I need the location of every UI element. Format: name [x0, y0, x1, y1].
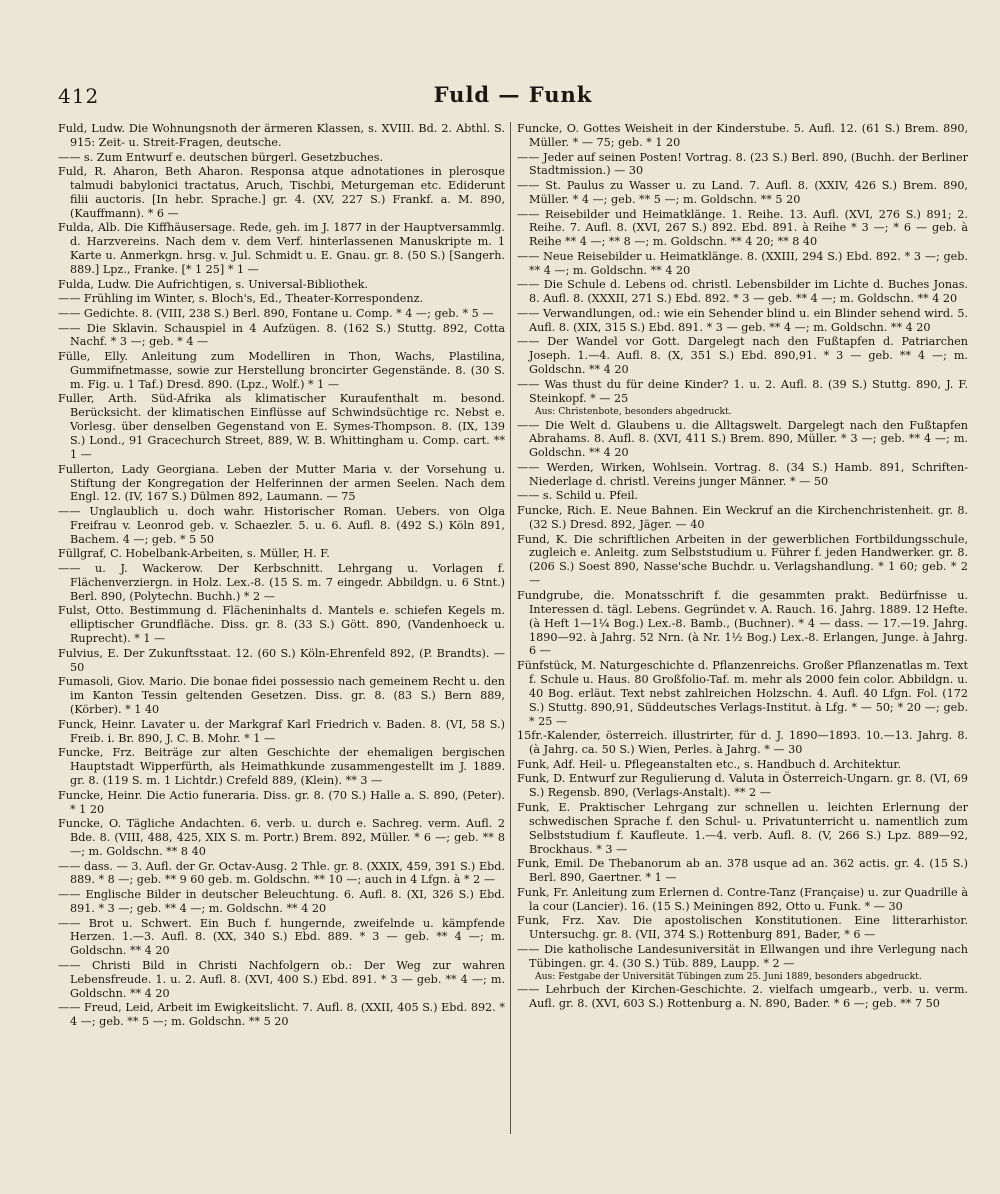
entry: Funk, E. Praktischer Lehrgang zur schnellen u. leichten Erlernung der schwedischen Sprache f. den Schul- u. Privatunterricht u. namentlich zum Selbststudium f. Kaufleute. 1.—4. verb. Aufl. 8. (V, 266 S.) Lpz. 889—92, Brockhaus. * 3 — — [517, 800, 968, 856]
entry: Funcke, Rich. E. Neue Bahnen. Ein Weckruf an die Kirchenchristenheit. gr. 8. (32 S.) Dresd. 892, Jäger. — 40 — [517, 504, 968, 531]
entry: 15fr.-Kalender, österreich. illustrirter, für d. J. 1890—1893. 10.—13. Jahrg. 8. (à Jahrg. ca. 50 S.) Wien, Perles. à Jahrg. * — 30 — [517, 729, 968, 757]
entry: —— u. J. Wackerow. Der Kerbschnitt. Lehrgang u. Vorlagen f. Flächenverziergn. in Holz. Lex.-8. (15 S. m. 7 eingedr. Abbildgn. u. 6 Stnt.) Berl. 890, (Polytechn. Buchh.) * 2 — — [58, 562, 505, 603]
entry: Fulda, Alb. Die Kiffhäusersage. Rede, geh. im J. 1877 in der Hauptversammlg. d. Harzvereins. Nach dem v. dem Verf. hinterlassenen Manuskripte m. 1 Karte u. Anmerkgn. hrsg. v. Jul. Schmidt u. E. Gnau. gr. 8. (50 S.) [Sangerh. 889.] Lpz., Franke. [* 1 25] * 1 — — [58, 221, 505, 277]
entry: Fumasoli, Giov. Mario. Die bonae fidei possessio nach gemeinem Recht u. den im Kanton Tessin geltenden Gesetzen. Diss. gr. 8. (83 S.) Bern 889, (Körber). * 1 40 — [58, 675, 505, 717]
entry: —— Die Schule d. Lebens od. christl. Lebensbilder im Lichte d. Buches Jonas. 8. Aufl. 8. (XXXII, 271 S.) Ebd. 892. * 3 — geb. ** 4 —; m. Goldschn. ** 4 20 — [517, 278, 968, 306]
right-column — [517, 122, 968, 1134]
entry: —— Die Sklavin. Schauspiel in 4 Aufzügen. 8. (162 S.) Stuttg. 892, Cotta Nachf. * 3 —; geb. * 4 — — [58, 321, 505, 349]
entry: Funk, Fr. Anleitung zum Erlernen d. Contre-Tanz (Française) u. zur Quadrille à la cour (Lancier). 16. (15 S.) Meiningen 892, Otto u. Funk. * — 30 — [517, 885, 968, 913]
columns — [58, 122, 968, 1134]
entry: —— Lehrbuch der Kirchen-Geschichte. 2. vielfach umgearb., verb. u. verm. Aufl. gr. 8. (XVI, 603 S.) Rottenburg a. N. 890, Bader. * 6 —; geb. ** 7 50 — [517, 983, 968, 1011]
entry: Funcke, Frz. Beiträge zur alten Geschichte der ehemaligen bergischen Hauptstadt Wipperfürth, als Heimathkunde zusammengestellt im J. 1889. gr. 8. (119 S. m. 1 Lichtdr.) Crefeld 889, (Klein). ** 3 — — [58, 746, 505, 788]
entry: —— dass. — 3. Aufl. der Gr. Octav-Ausg. 2 Thle. gr. 8. (XXIX, 459, 391 S.) Ebd. 889. * 8 —; geb. ** 9 60 geb. m. Goldschn. ** 10 —; auch in 4 Lfgn. à * 2 — — [58, 859, 505, 887]
entry: Fulst, Otto. Bestimmung d. Flächeninhalts d. Mantels e. schiefen Kegels m. elliptischer Grundfläche. Diss. gr. 8. (33 S.) Gött. 890, (Vandenhoeck u. Ruprecht). * 1 — — [58, 604, 505, 646]
entry: Fuller, Arth. Süd-Afrika als klimatischer Kuraufenthalt m. besond. Berücksicht. der klimatischen Einflüsse auf Schwindsüchtige rc. Nebst e. Vorlesg. über denselben Gegenstand von E. Symes-Thompson. 8. (IX, 139 S.) Lond., 91 Gracechurch Street, 889, W. B. Whittingham u. Comp. cart. ** 1 — — [58, 392, 505, 462]
entry: —— Brot u. Schwert. Ein Buch f. hungernde, zweifelnde u. kämpfende Herzen. 1.—3. Aufl. 8. (XX, 340 S.) Ebd. 889. * 3 — geb. ** 4 —; m. Goldschn. ** 4 20 — [58, 916, 505, 958]
page-number: 412 — [58, 84, 100, 108]
entry: Funk, D. Entwurf zur Regulierung d. Valuta in Österreich-Ungarn. gr. 8. (VI, 69 S.) Regensb. 890, (Verlags-Anstalt). ** 2 — — [517, 772, 968, 800]
entry: —— Frühling im Winter, s. Bloch's, Ed., Theater-Korrespondenz. — [58, 292, 424, 306]
entry: Fuld, R. Aharon, Beth Aharon. Responsa atque adnotationes in plerosque talmudi babylonici tractatus, Aruch, Tischbi, Meturgeman etc. Ediderunt filii auctoris. [In hebr. Sprache.] gr. 4. (XV, 227 S.) Frankf. a. M. 890, (Kauffmann). * 6 — — [58, 165, 505, 220]
entry: Funcke, O. Tägliche Andachten. 6. verb. u. durch e. Sachreg. verm. Aufl. 2 Bde. 8. (VIII, 488, 425, XIX S. m. Portr.) Brem. 892, Müller. * 6 —; geb. ** 8 —; m. Goldschn. ** 8 40 — [58, 817, 505, 858]
entry: —— Die katholische Landesuniversität in Ellwangen und ihre Verlegung nach Tübingen. gr. 4. (30 S.) Tüb. 889, Laupp. * 2 — — [517, 942, 968, 970]
entry-note: Aus: Christenbote, besonders abgedruckt. — [535, 406, 732, 418]
entry: Füllgraf, C. Hobelbank-Arbeiten, s. Müller, H. F. — [58, 547, 330, 561]
entry: Fuld, Ludw. Die Wohnungsnoth der ärmeren Klassen, s. XVIII. Bd. 2. Abthl. S. 915: Zeit- u. Streit-Fragen, deutsche. — [58, 122, 505, 149]
entry: —— Jeder auf seinen Posten! Vortrag. 8. (23 S.) Berl. 890, (Buchh. der Berliner Stadtmission.) — 30 — [517, 150, 968, 178]
entry: Fünfstück, M. Naturgeschichte d. Pflanzenreichs. Großer Pflanzenatlas m. Text f. Schule u. Haus. 80 Großfolio-Taf. m. mehr als 2000 fein color. Abbildgn. u. 40 Bog. erläut. Text nebst zahlreichen Holzschn. 4. Aufl. 40 Lfgn. Fol. (172 S.) Stuttg. 890,91, Süddeutsches Verlags-Institut. à Lfg. * — 50; * 20 —; geb. * 25 — — [517, 659, 968, 728]
entry: —— St. Paulus zu Wasser u. zu Land. 7. Aufl. 8. (XXIV, 426 S.) Brem. 890, Müller. * 4 —; geb. ** 5 —; m. Goldschn. ** 5 20 — [517, 179, 968, 206]
running-head: Fuld — Funk — [433, 82, 593, 107]
entry: Fullerton, Lady Georgiana. Leben der Mutter Maria v. der Vorsehung u. Stiftung der Kongregation der Helferinnen der armen Seelen. Nach dem Engl. 12. (IV, 167 S.) Dülmen 892, Laumann. — 75 — [58, 462, 505, 504]
entry: —— Gedichte. 8. (VIII, 238 S.) Berl. 890, Fontane u. Comp. * 4 —; geb. * 5 — — [58, 306, 494, 320]
entry: Fundgrube, die. Monatsschrift f. die gesammten prakt. Bedürfnisse u. Interessen d. tägl. Lebens. Gegründet v. A. Rauch. 16. Jahrg. 1889. 12 Hefte. (à Heft 1—1¼ Bog.) Lex.-8. Bamb., (Buchner). * 4 — dass. — 17.—19. Jahrg. 1890—92. à Jahrg. 52 Nrn. (à Nr. 1½ Bog.) Lex.-8. Erlangen, Junge. à Jahrg. 6 — — [517, 588, 968, 658]
entry: Funck, Heinr. Lavater u. der Markgraf Karl Friedrich v. Baden. 8. (VI, 58 S.) Freib. i. Br. 890, J. C. B. Mohr. * 1 — — [58, 717, 505, 745]
page-header — [58, 78, 968, 118]
entry: Fulvius, E. Der Zukunftsstaat. 12. (60 S.) Köln-Ehrenfeld 892, (P. Brandts). — 50 — [58, 646, 505, 674]
entry: —— Reisebilder und Heimatklänge. 1. Reihe. 13. Aufl. (XVI, 276 S.) 891; 2. Reihe. 7. Aufl. 8. (XVI, 267 S.) 892. Ebd. 891. à Reihe * 3 —; * 6 — geb. à Reihe ** 4 —; ** 8 —; m. Goldschn. ** 4 20; ** 8 40 — [517, 207, 968, 249]
entry: —— Unglaublich u. doch wahr. Historischer Roman. Uebers. von Olga Freifrau v. Leonrod geb. v. Schaezler. 5. u. 6. Aufl. 8. (492 S.) Köln 891, Bachem. 4 —; geb. * 5 50 — [58, 505, 505, 546]
left-column — [58, 122, 505, 1134]
entry: Funk, Adf. Heil- u. Pflegeanstalten etc., s. Handbuch d. Architektur. — [517, 757, 902, 771]
entry: —— Neue Reisebilder u. Heimatklänge. 8. (XXIII, 294 S.) Ebd. 892. * 3 —; geb. ** 4 —; m. Goldschn. ** 4 20 — [517, 249, 968, 277]
entry: —— s. Schild u. Pfeil. — [517, 489, 639, 503]
entry: Fülle, Elly. Anleitung zum Modelliren in Thon, Wachs, Plastilina, Gummifnetmasse, sowie zur Herstellung broncirter Gegenstände. 8. (30 S. m. Fig. u. 1 Taf.) Dresd. 890. (Lpz., Wolf.) * 1 — — [58, 350, 505, 391]
entry: —— Werden, Wirken, Wohlsein. Vortrag. 8. (34 S.) Hamb. 891, Schriften-Niederlage d. christl. Vereins junger Männer. * — 50 — [517, 460, 968, 488]
entry: Funk, Emil. De Thebanorum ab an. 378 usque ad an. 362 actis. gr. 4. (15 S.) Berl. 890, Gaertner. * 1 — — [517, 857, 968, 885]
entry: Fund, K. Die schriftlichen Arbeiten in der gewerblichen Fortbildungsschule, zugleich e. Anleitg. zum Selbststudium u. Führer f. jeden Handwerker. gr. 8. (206 S.) Soest 890, Nasse'sche Buchdr. u. Verlagshandlung. * 1 60; geb. * 2 — — [517, 532, 968, 588]
entry: Funk, Frz. Xav. Die apostolischen Konstitutionen. Eine litterarhistor. Untersuchg. gr. 8. (VII, 374 S.) Rottenburg 891, Bader, * 6 — — [517, 914, 968, 942]
entry: —— Freud, Leid, Arbeit im Ewigkeitslicht. 7. Aufl. 8. (XXII, 405 S.) Ebd. 892. * 4 —; geb. ** 5 —; m. Goldschn. ** 5 20 — [58, 1001, 505, 1029]
entry: —— Was thust du für deine Kinder? 1. u. 2. Aufl. 8. (39 S.) Stuttg. 890, J. F. Steinkopf. * — 25 — [517, 377, 968, 405]
entry: —— s. Zum Entwurf e. deutschen bürgerl. Gesetzbuches. — [58, 150, 384, 164]
entry: Funcke, Heinr. Die Actio funeraria. Diss. gr. 8. (70 S.) Halle a. S. 890, (Peter). * 1 20 — [58, 788, 505, 816]
entry-note: Aus: Festgabe der Universität Tübingen zum 25. Juni 1889, besonders abgedruckt. — [535, 971, 922, 983]
entry: —— Der Wandel vor Gott. Dargelegt nach den Fußtapfen d. Patriarchen Joseph. 1.—4. Aufl. 8. (X, 351 S.) Ebd. 890,91. * 3 — geb. ** 4 —; m. Goldschn. ** 4 20 — [517, 335, 968, 377]
entry: Fulda, Ludw. Die Aufrichtigen, s. Universal-Bibliothek. — [58, 277, 368, 291]
entry: —— Christi Bild in Christi Nachfolgern ob.: Der Weg zur wahren Lebensfreude. 1. u. 2. Aufl. 8. (XVI, 400 S.) Ebd. 891. * 3 — geb. ** 4 —; m. Goldschn. ** 4 20 — [58, 958, 505, 1000]
entry: Funcke, O. Gottes Weisheit in der Kinderstube. 5. Aufl. 12. (61 S.) Brem. 890, Müller. * — 75; geb. * 1 20 — [517, 122, 968, 149]
column-divider — [510, 122, 511, 1134]
entry: —— Die Welt d. Glaubens u. die Alltagswelt. Dargelegt nach den Fußtapfen Abrahams. 8. Aufl. 8. (XVI, 411 S.) Brem. 890, Müller. * 3 —; geb. ** 4 —; m. Goldschn. ** 4 20 — [517, 418, 968, 460]
entry: —— Verwandlungen, od.: wie ein Sehender blind u. ein Blinder sehend wird. 5. Aufl. 8. (XIX, 315 S.) Ebd. 891. * 3 — geb. ** 4 —; m. Goldschn. ** 4 20 — [517, 306, 968, 334]
entry: —— Englische Bilder in deutscher Beleuchtung. 6. Aufl. 8. (XI, 326 S.) Ebd. 891. * 3 —; geb. ** 4 —; m. Goldschn. ** 4 20 — [58, 888, 505, 915]
